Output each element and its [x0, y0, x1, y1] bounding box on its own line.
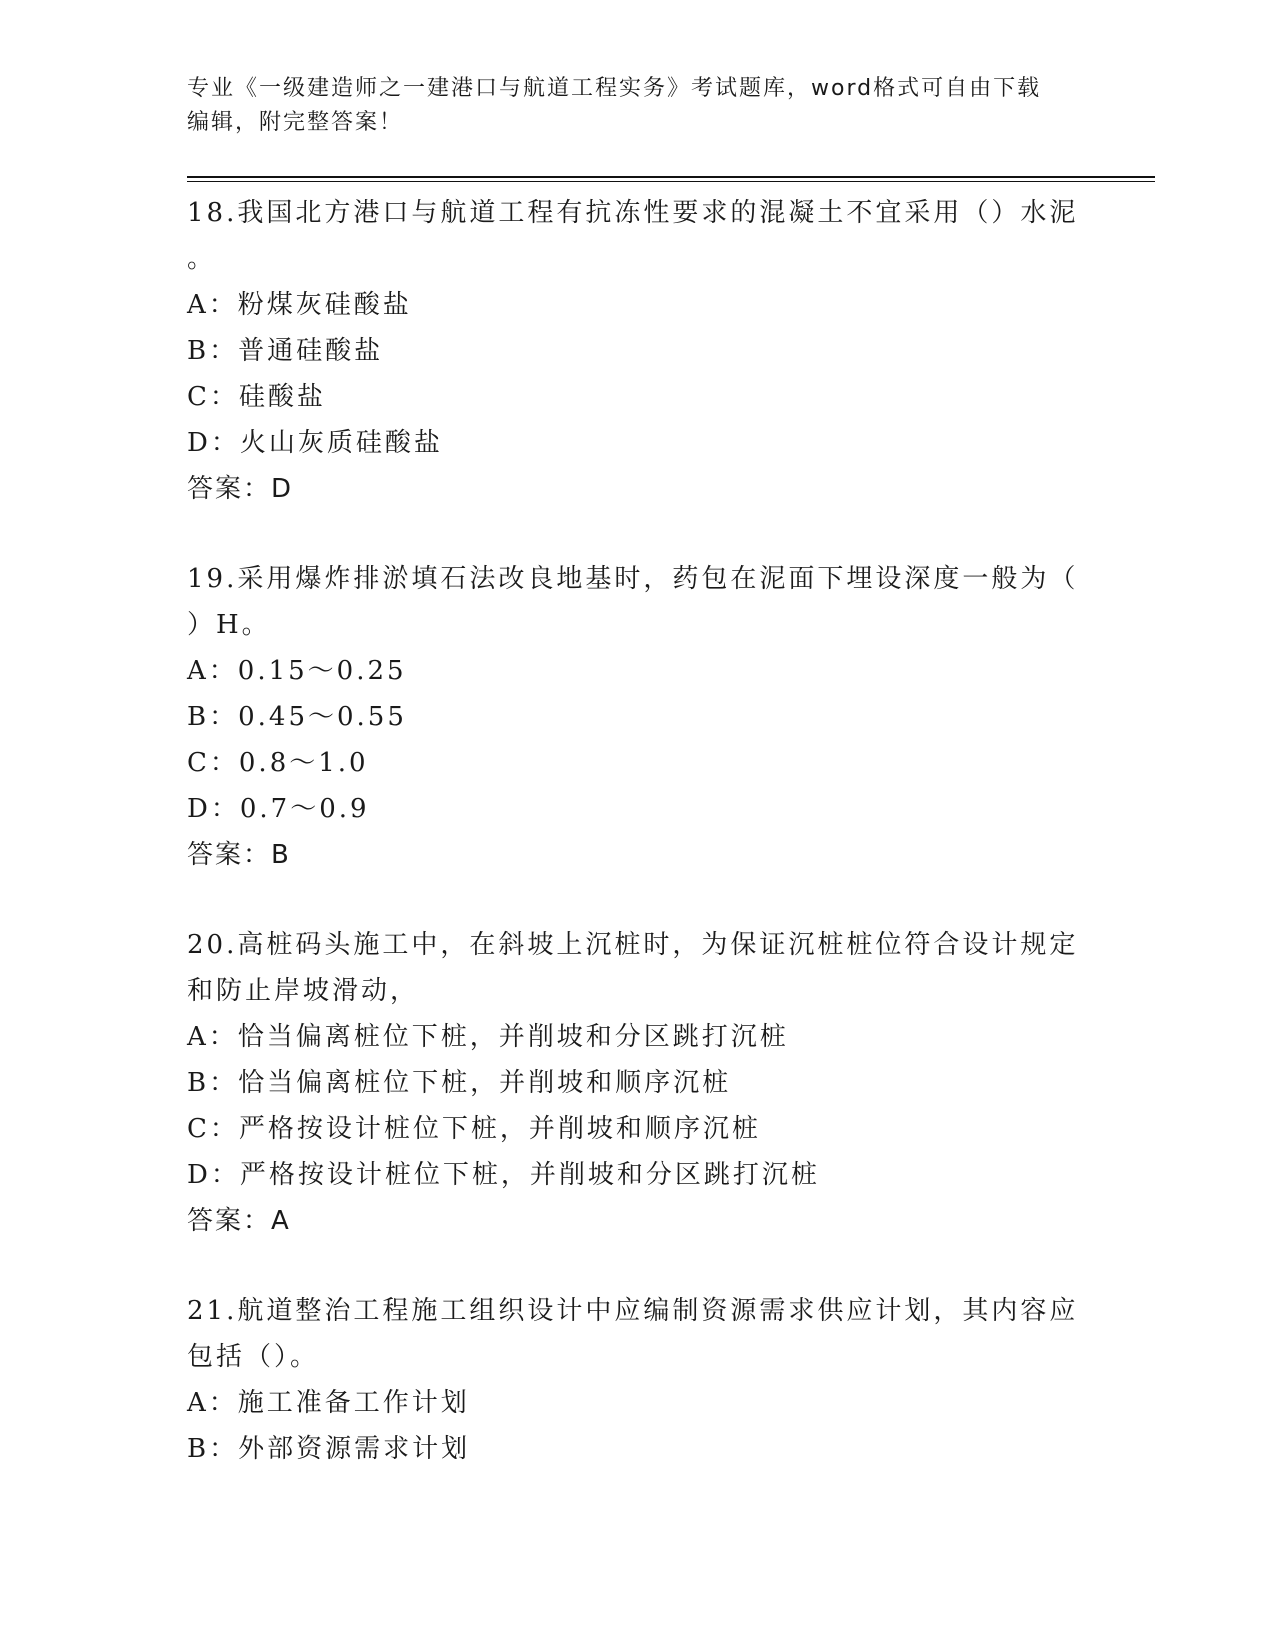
question-text-line-1: 19.采用爆炸排淤填石法改良地基时，药包在泥面下埋设深度一般为（	[187, 564, 1079, 594]
option-b: B：0.45～0.55	[187, 702, 407, 732]
option-c: C：0.8～1.0	[187, 748, 369, 778]
answer: 答案：B	[187, 840, 291, 870]
option-d: D：0.7～0.9	[187, 794, 370, 824]
option-b: B：恰当偏离桩位下桩，并削坡和顺序沉桩	[187, 1068, 732, 1098]
header-rule-thin	[187, 181, 1155, 182]
question-text-line-2: 和防止岸坡滑动，	[187, 976, 420, 1006]
question-text-line-2: 。	[187, 244, 217, 274]
question-21	[187, 1288, 1087, 1472]
answer: 答案：A	[187, 1206, 291, 1236]
option-a: A：粉煤灰硅酸盐	[187, 290, 412, 320]
question-text-line-2: 包括（）。	[187, 1342, 320, 1372]
document-header	[187, 72, 1087, 140]
answer: 答案：D	[187, 474, 294, 504]
option-d: D：火山灰质硅酸盐	[187, 428, 443, 458]
question-text-line-2: ）H。	[187, 610, 271, 640]
option-a: A：0.15～0.25	[187, 656, 407, 686]
header-rule-thick	[187, 176, 1155, 178]
option-a: A：恰当偏离桩位下桩，并削坡和分区跳打沉桩	[187, 1022, 789, 1052]
question-19	[187, 556, 1087, 878]
option-d: D：严格按设计桩位下桩，并削坡和分区跳打沉桩	[187, 1160, 820, 1190]
question-list	[187, 190, 1087, 1516]
question-text-line-1: 20.高桩码头施工中，在斜坡上沉桩时，为保证沉桩桩位符合设计规定	[187, 930, 1079, 960]
question-text-line-1: 18.我国北方港口与航道工程有抗冻性要求的混凝土不宜采用（）水泥	[187, 198, 1079, 228]
question-18	[187, 190, 1087, 512]
option-b: B：外部资源需求计划	[187, 1434, 471, 1464]
option-a: A：施工准备工作计划	[187, 1388, 470, 1418]
option-b: B：普通硅酸盐	[187, 336, 384, 366]
header-line-2: 编辑，附完整答案！	[187, 110, 404, 135]
option-c: C：硅酸盐	[187, 382, 326, 412]
question-text-line-1: 21.航道整治工程施工组织设计中应编制资源需求供应计划，其内容应	[187, 1296, 1079, 1326]
header-line-1: 专业《一级建造师之一建港口与航道工程实务》考试题库，word格式可自由下载	[187, 76, 1042, 101]
question-20	[187, 922, 1087, 1244]
option-c: C：严格按设计桩位下桩，并削坡和顺序沉桩	[187, 1114, 761, 1144]
